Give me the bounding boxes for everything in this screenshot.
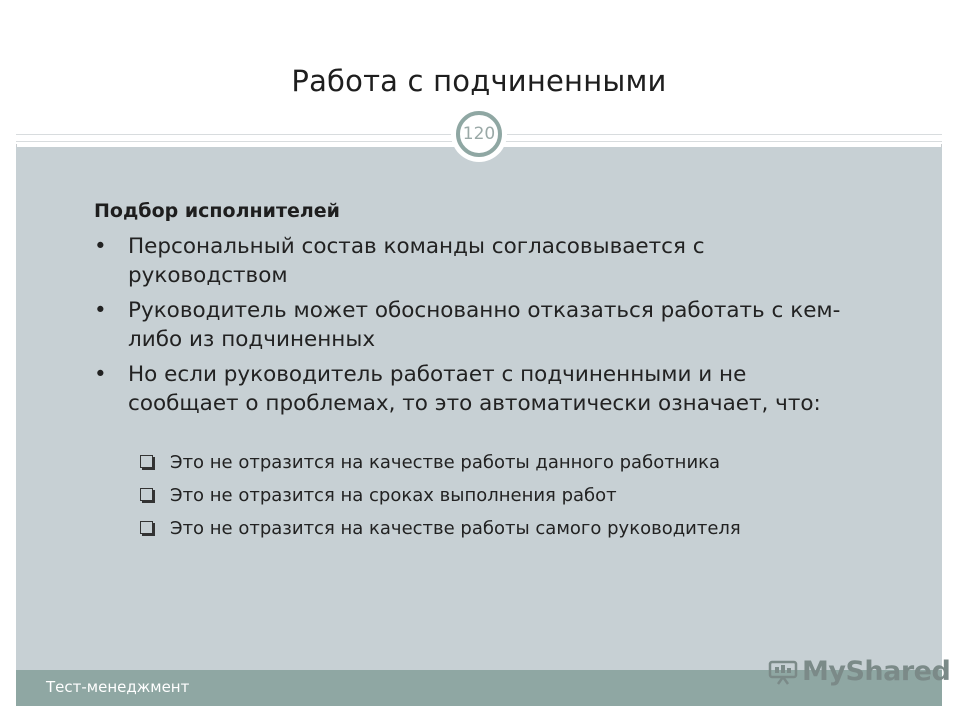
sub-bullet-item (140, 518, 741, 540)
page-number-badge (451, 106, 507, 162)
sub-bullet-item (140, 452, 741, 474)
watermark-text: MyShared (802, 656, 951, 687)
bullet-item (94, 360, 854, 418)
checkbox-icon (140, 488, 153, 501)
bullet-text: Но если руководитель работает с подчиненными и не сообщает о проблемах, то это автоматически означает, что: (128, 362, 821, 416)
bullet-text: Персональный состав команды согласовывается с руководством (128, 234, 705, 288)
bullet-list (94, 232, 854, 424)
checkbox-icon (140, 521, 153, 534)
bullet-icon: • (94, 362, 107, 387)
page-number: 120 (456, 111, 502, 157)
sub-bullet-text: Это не отразится на качестве работы самого руководителя (170, 518, 741, 539)
sub-bullet-text: Это не отразится на сроках выполнения работ (170, 485, 617, 506)
section-heading: Подбор исполнителей (94, 200, 340, 222)
slide-title: Работа с подчиненными (291, 64, 667, 98)
checkbox-icon (140, 455, 153, 468)
sub-bullet-text: Это не отразится на качестве работы данного работника (170, 452, 721, 473)
bullet-item (94, 232, 854, 290)
sub-bullet-item (140, 485, 741, 507)
sub-bullet-list (140, 452, 741, 551)
presentation-board-icon (768, 659, 798, 685)
watermark-logo (768, 656, 950, 687)
bullet-icon: • (94, 298, 107, 323)
bullet-item (94, 296, 854, 354)
bullet-icon: • (94, 234, 107, 259)
footer-text: Тест-менеджмент (46, 678, 190, 696)
bullet-text: Руководитель может обоснованно отказаться работать с кем-либо из подчиненных (128, 298, 841, 352)
